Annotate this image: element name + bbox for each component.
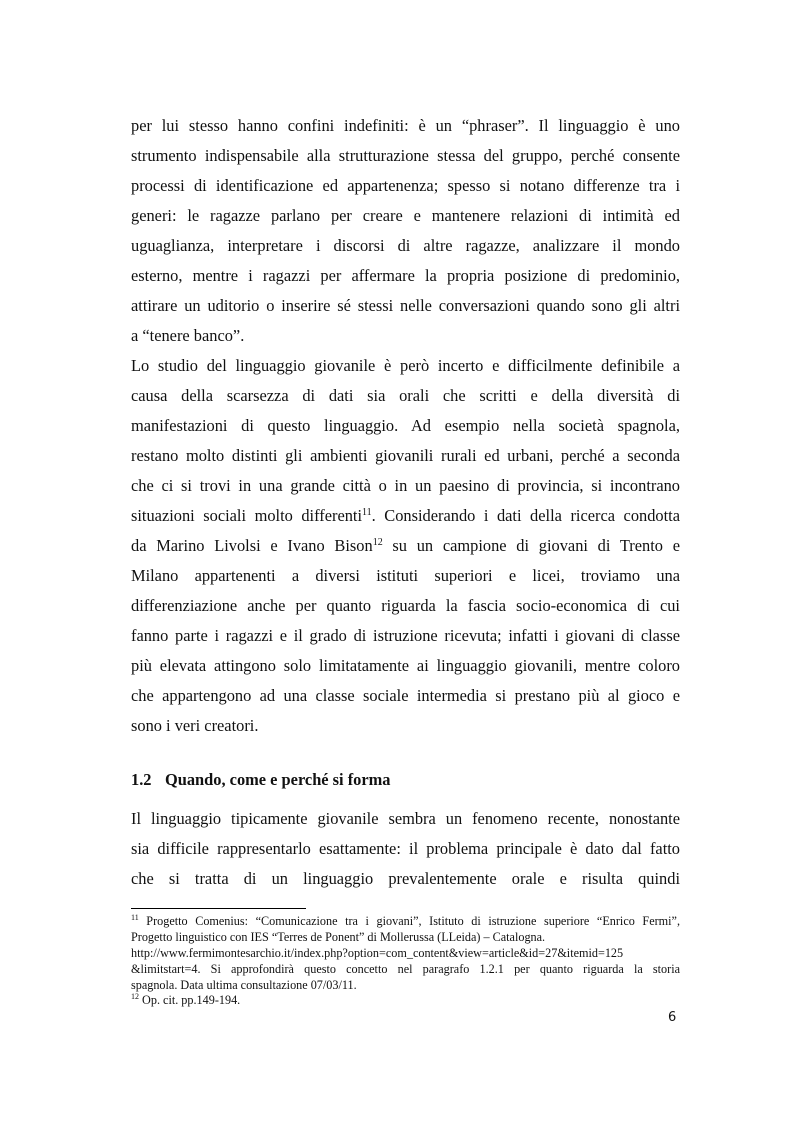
footnote-11: [131, 914, 680, 929]
text-line: esterno, mentre i ragazzi per affermare la propria posizione di predominio,: [131, 266, 680, 285]
text-line: [131, 506, 680, 526]
section-number: 1.2: [131, 770, 152, 789]
text-line: che si tratta di un linguaggio prevalentemente orale e risulta quindi: [131, 869, 680, 888]
footnote-line: &limitstart=4. Si approfondirà questo concetto nel paragrafo 1.2.1 per quanto riguarda la storia: [131, 962, 680, 976]
footnote-12: [131, 993, 680, 1008]
text-line: Il linguaggio tipicamente giovanile sembra un fenomeno recente, nonostante: [131, 809, 680, 828]
text-line: che appartengono ad una classe sociale intermedia si prestano più al gioco e: [131, 686, 680, 705]
text-line: Milano appartenenti a diversi istituti superiori e licei, troviamo una: [131, 566, 680, 585]
footnote-link[interactable]: http://www.fermimontesarchio.it/index.php?option=com_content&view=article&id=27&itemid=125: [131, 946, 624, 960]
text-line: processi di identificazione ed appartenenza; spesso si notano differenze tra i: [131, 176, 680, 195]
text-fragment: . Considerando i dati della ricerca condotta: [371, 506, 680, 525]
text-fragment: situazioni sociali molto differenti: [131, 506, 363, 525]
footnote-text: Op. cit. pp.149-194.: [139, 993, 241, 1007]
text-line: per lui stesso hanno confini indefiniti: è un “phraser”. Il linguaggio è uno: [131, 116, 680, 135]
footnote-text: Progetto Comenius: “Comunicazione tra i giovani”, Istituto di istruzione superiore “Enrico Fermi”,: [138, 914, 680, 928]
text-line: più elevata attingono solo limitatamente ai linguaggio giovanili, mentre coloro: [131, 656, 680, 675]
text-line: attirare un uditorio o inserire sé stessi nelle conversazioni quando sono gli altri: [131, 296, 680, 315]
section-title: Quando, come e perché si forma: [165, 770, 391, 789]
text-line: generi: le ragazze parlano per creare e mantenere relazioni di intimità ed: [131, 206, 680, 225]
text-line: uguaglianza, interpretare i discorsi di altre ragazze, analizzare il mondo: [131, 236, 680, 255]
page-number: 6: [668, 1010, 677, 1025]
text-line: differenziazione anche per quanto riguarda la fascia socio-economica di cui: [131, 596, 680, 615]
text-line: causa della scarsezza di dati sia orali che scritti e della diversità di: [131, 386, 680, 405]
text-line: strumento indispensabile alla strutturazione stessa del gruppo, perché consente: [131, 146, 680, 165]
text-line: sia difficile rappresentarlo esattamente: il problema principale è dato dal fatto: [131, 839, 680, 858]
text-line: restano molto distinti gli ambienti giovanili rurali ed urbani, perché a seconda: [131, 446, 680, 465]
footnote-line: Progetto linguistico con IES “Terres de Ponent” di Mollerussa (LLeida) – Catalogna.: [131, 930, 546, 944]
text-line: manifestazioni di questo linguaggio. Ad esempio nella società spagnola,: [131, 416, 680, 435]
footnote-ref-12[interactable]: 12: [372, 537, 383, 548]
footnote-line: spagnola. Data ultima consultazione 07/03/11.: [131, 978, 357, 992]
text-line: sono i veri creatori.: [131, 716, 259, 735]
text-line: fanno parte i ragazzi e il grado di istruzione ricevuta; infatti i giovani di classe: [131, 626, 680, 645]
text-fragment: su un campione di giovani di Trento e: [382, 536, 680, 555]
text-line: Lo studio del linguaggio giovanile è però incerto e difficilmente definibile a: [131, 356, 680, 375]
text-line: a “tenere banco”.: [131, 326, 245, 345]
section-heading: [131, 770, 391, 790]
footnote-mark: 12: [131, 992, 139, 1001]
footnote-separator: [131, 908, 306, 909]
text-line: che ci si trovi in una grande città o in un paesino di provincia, si incontrano: [131, 476, 680, 495]
text-fragment: da Marino Livolsi e Ivano Bison: [131, 536, 373, 555]
text-line: [131, 536, 680, 556]
footnote-ref-11[interactable]: 11: [362, 507, 372, 518]
footnote-mark: 11: [131, 913, 139, 922]
